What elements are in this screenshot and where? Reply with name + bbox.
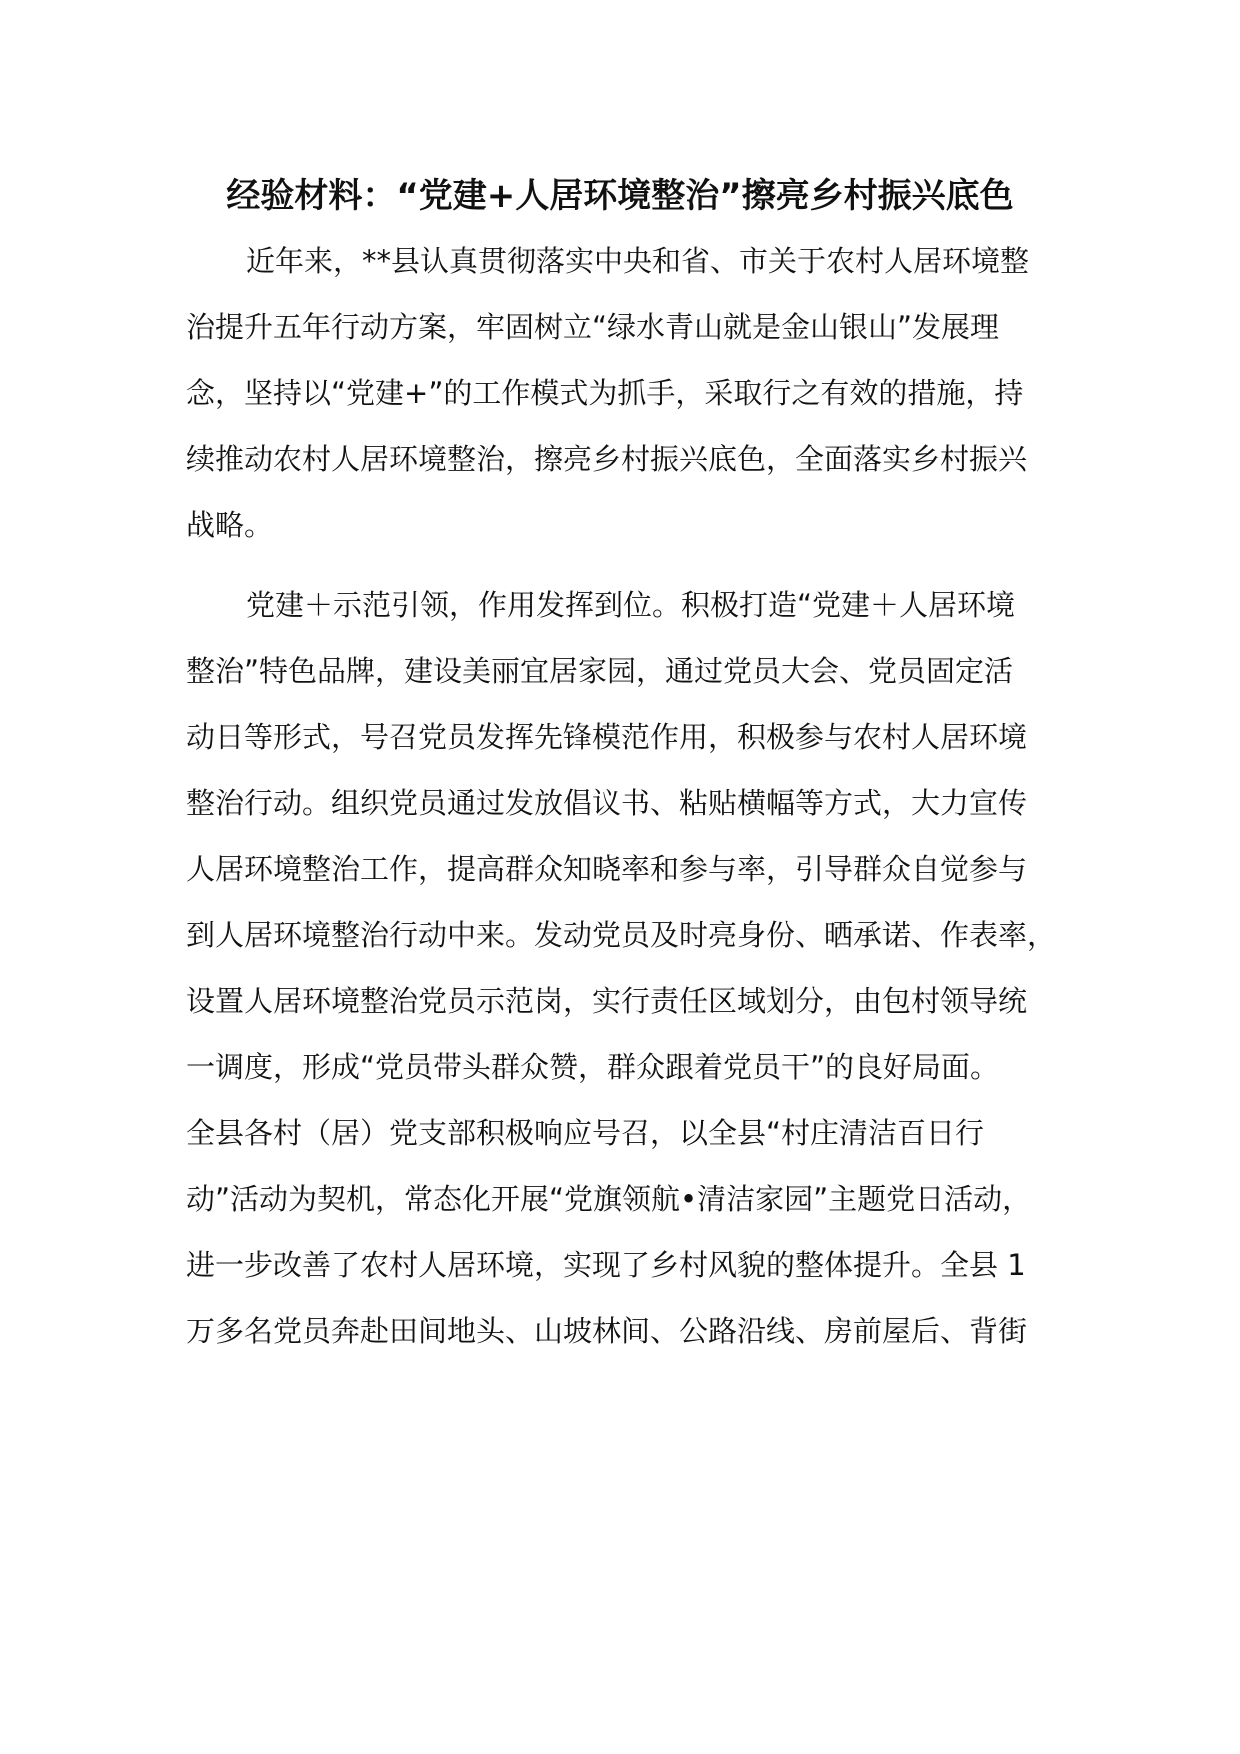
paragraph-1-line-5: 战略。 <box>186 508 274 542</box>
paragraph-2-line-5: 人居环境整治工作，提高群众知晓率和参与率，引导群众自觉参与 <box>186 852 1028 886</box>
paragraph-2-line-4: 整治行动。组织党员通过发放倡议书、粘贴横幅等方式，大力宣传 <box>186 786 1028 820</box>
paragraph-2-line-10: 动”活动为契机，常态化开展“党旗领航•清洁家园”主题党日活动， <box>186 1182 1032 1216</box>
paragraph-2-line-1: 党建＋示范引领，作用发挥到位。积极打造“党建＋人居环境 <box>246 588 1016 622</box>
paragraph-2-line-2: 整治”特色品牌，建设美丽宜居家园，通过党员大会、党员固定活 <box>186 654 1014 688</box>
paragraph-2-line-6: 到人居环境整治行动中来。发动党员及时亮身份、晒承诺、作表率， <box>186 918 1057 952</box>
paragraph-2-line-9: 全县各村（居）党支部积极响应号召，以全县“村庄清洁百日行 <box>186 1116 985 1150</box>
paragraph-1-line-2: 治提升五年行动方案，牢固树立“绿水青山就是金山银山”发展理 <box>186 310 1000 344</box>
paragraph-1-line-1: 近年来，**县认真贯彻落实中央和省、市关于农村人居环境整 <box>246 244 1030 278</box>
paragraph-1-line-3: 念，坚持以“党建+”的工作模式为抓手，采取行之有效的措施，持 <box>186 376 1024 410</box>
paragraph-2-line-8: 一调度，形成“党员带头群众赞，群众跟着党员干”的良好局面。 <box>186 1050 1000 1084</box>
paragraph-2-line-3: 动日等形式，号召党员发挥先锋模范作用，积极参与农村人居环境 <box>186 720 1028 754</box>
document-title: 经验材料：“党建+人居环境整治”擦亮乡村振兴底色 <box>226 176 1014 216</box>
paragraph-2-line-12: 万多名党员奔赴田间地头、山坡林间、公路沿线、房前屋后、背街 <box>186 1314 1028 1348</box>
paragraph-2-line-11: 进一步改善了农村人居环境，实现了乡村风貌的整体提升。全县 1 <box>186 1248 1026 1282</box>
paragraph-1-line-4: 续推动农村人居环境整治，擦亮乡村振兴底色，全面落实乡村振兴 <box>186 442 1028 476</box>
paragraph-2-line-7: 设置人居环境整治党员示范岗，实行责任区域划分，由包村领导统 <box>186 984 1028 1018</box>
